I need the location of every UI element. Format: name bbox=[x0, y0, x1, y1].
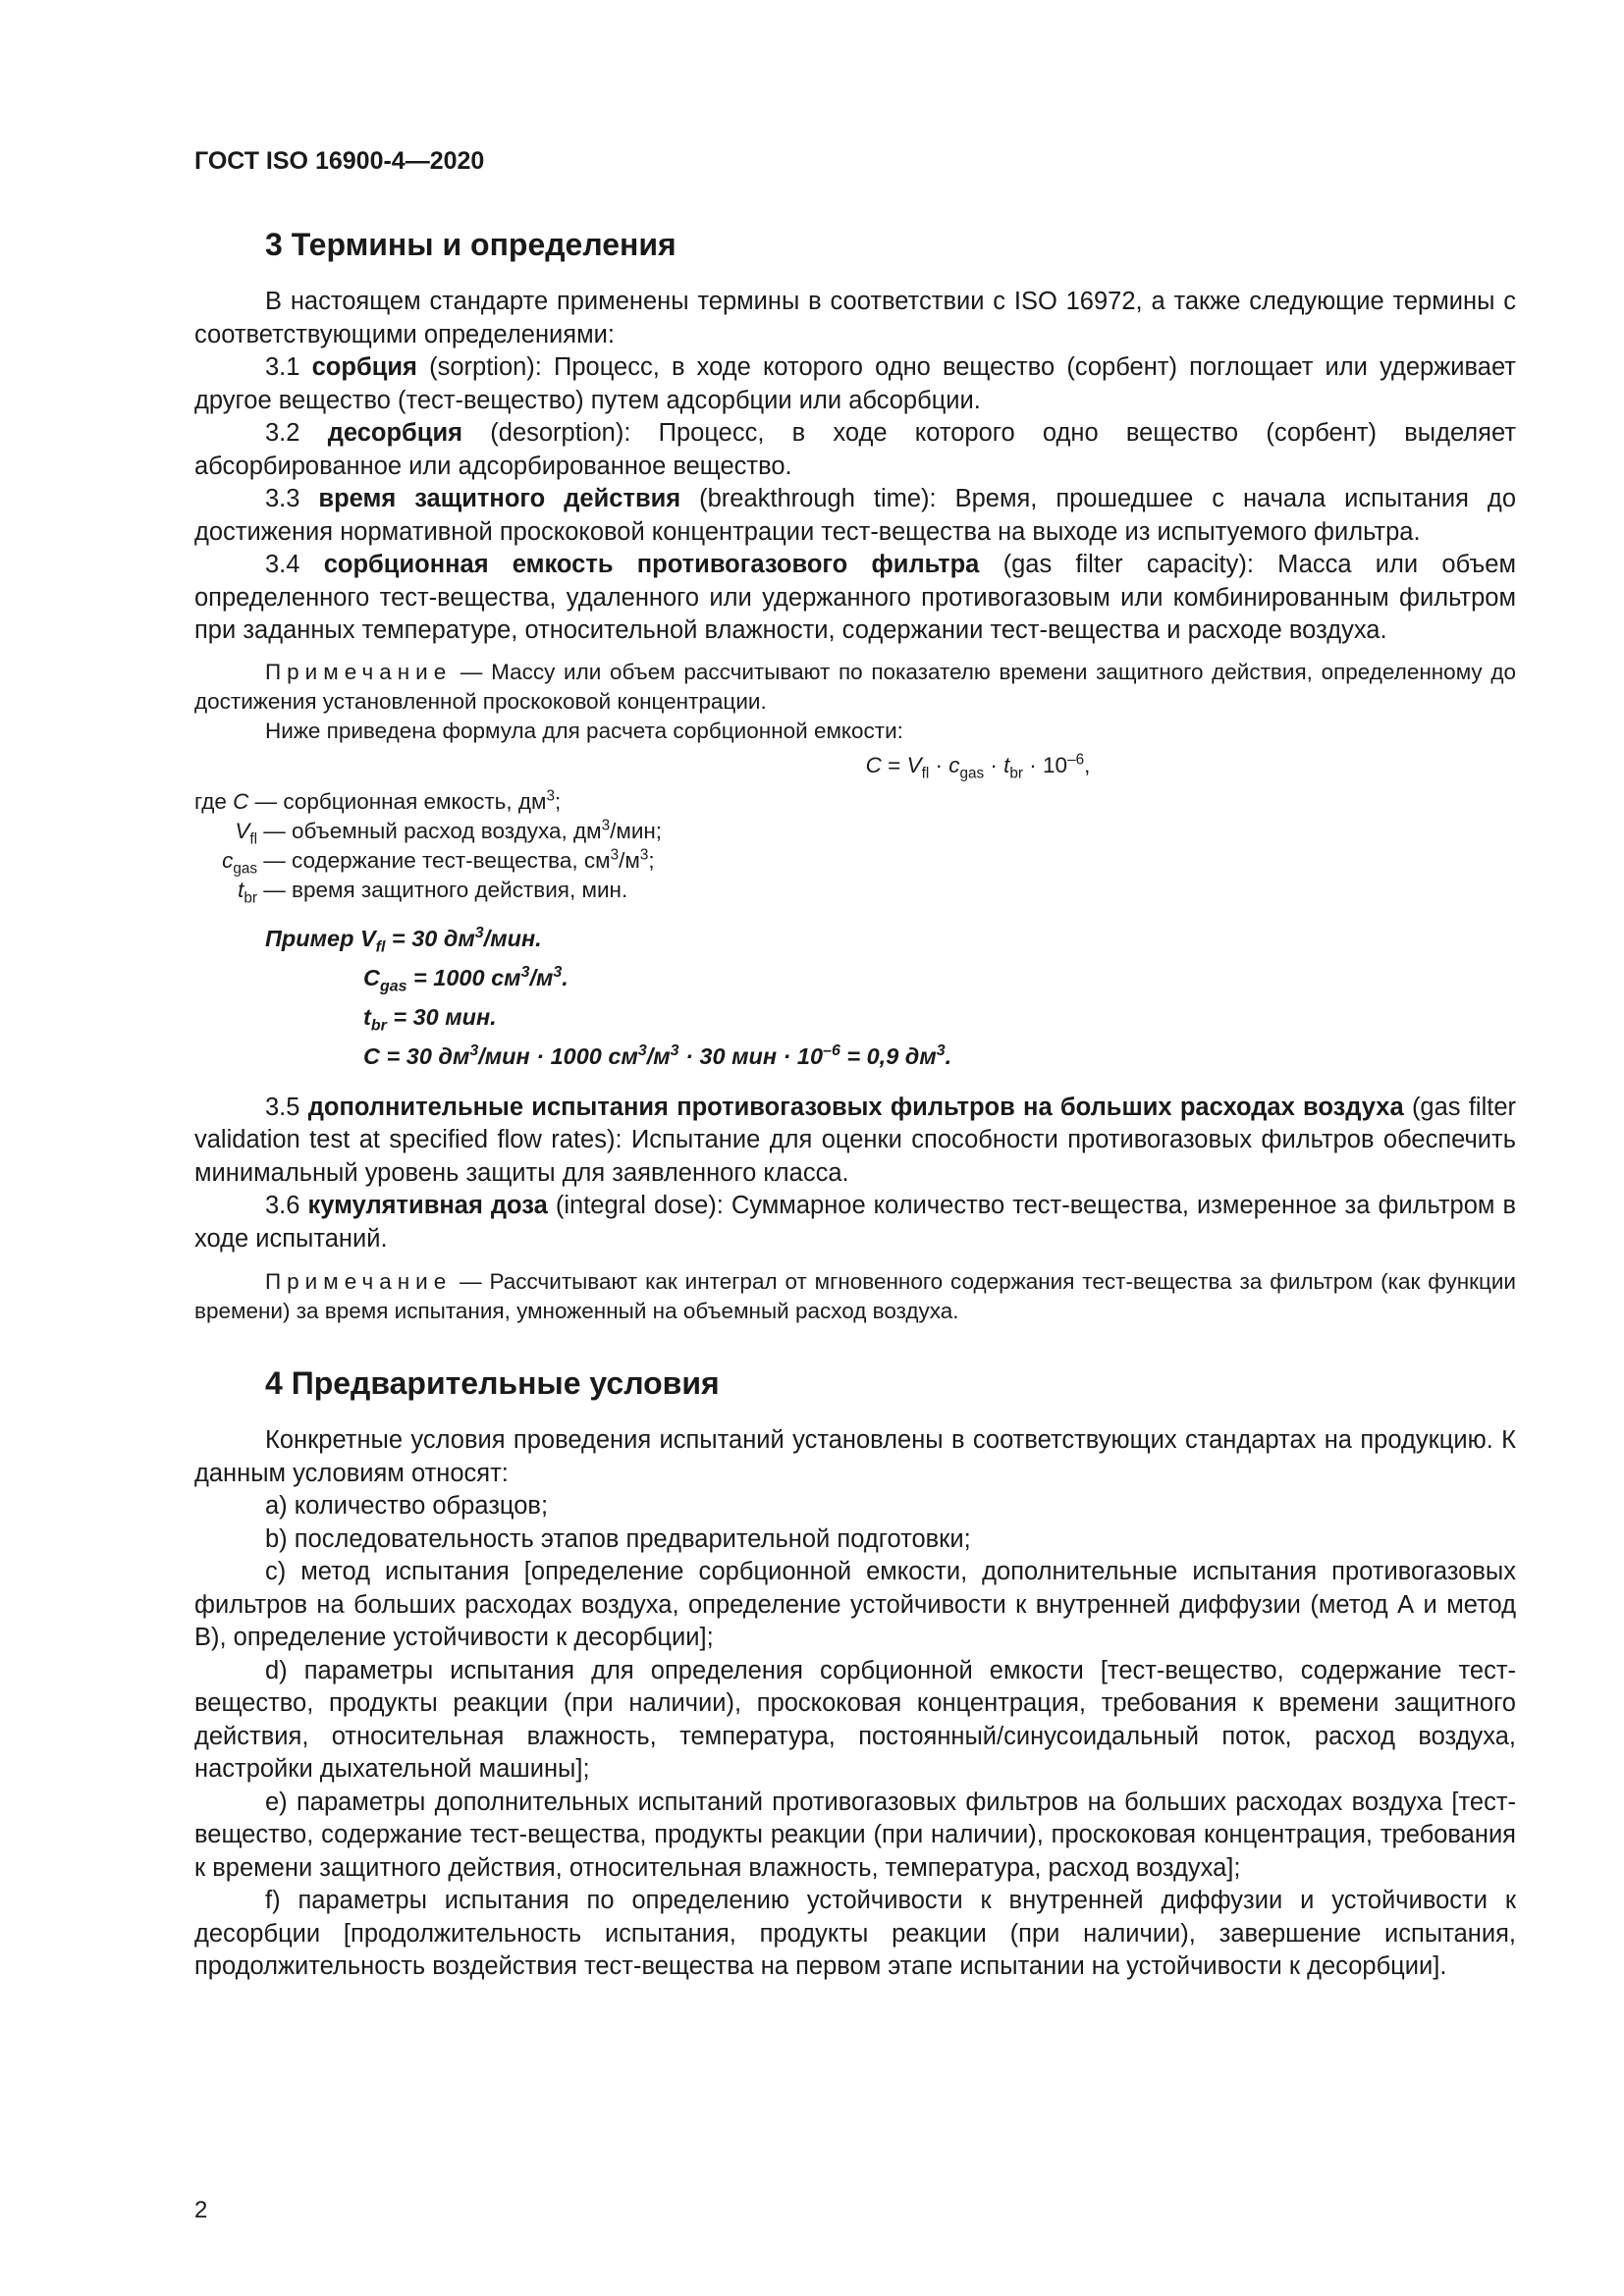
formula-op: , bbox=[1084, 752, 1091, 777]
term-definition: (breakthrough time): Время, прошедшее с начала испытания до достижения нормативной проскоковой концентрации тест-вещества на выходе из испытуемого фильтра. bbox=[194, 485, 1516, 546]
legend-text: — содержание тест-вещества, см bbox=[257, 847, 611, 873]
formula-sub: gas bbox=[959, 765, 985, 781]
example-symbol: C bbox=[363, 964, 380, 990]
document-page bbox=[194, 147, 1516, 1984]
example-value: = 1000 см bbox=[406, 964, 521, 990]
example-sub: br bbox=[370, 1017, 387, 1035]
term-number: 3.4 bbox=[265, 551, 324, 578]
term-name: десорбция bbox=[327, 419, 463, 447]
example-line-3 bbox=[194, 997, 1516, 1037]
term-definition: (integral dose): Суммарное количество тест-вещества, измеренное за фильтром в ходе испытаний. bbox=[194, 1192, 1516, 1253]
example-label: Пример bbox=[265, 925, 354, 951]
term-3-2 bbox=[194, 417, 1516, 483]
legend-sup: 3 bbox=[610, 846, 620, 863]
page-number: 2 bbox=[194, 2197, 208, 2223]
list-item: d) параметры испытания для определения сорбционной емкости [тест-вещество, содержание тест-вещество, продукты реакции (при наличии), проскоковая концентрация, требования к времени защитного действия, относительная влажность, температура, постоянный/синусоидальный поток, расход воздуха, настройки дыхательной машины]; bbox=[194, 1656, 1516, 1783]
legend-symbol: C bbox=[233, 788, 249, 814]
example-symbol: t bbox=[363, 1003, 371, 1030]
formula-number: 10 bbox=[1043, 752, 1068, 777]
term-3-1 bbox=[194, 351, 1516, 417]
term-definition: (desorption): Процесс, в ходе которого одно вещество (сорбент) выделяет абсорбированное или адсорбированное вещество. bbox=[194, 419, 1516, 480]
section-3-intro: В настоящем стандарте применены термины в соответствии с ISO 16972, а также следующие термины с соответствующими определениями: bbox=[194, 288, 1516, 348]
legend-symbol: V bbox=[235, 818, 250, 843]
example-part: /мин · 1000 см bbox=[478, 1042, 638, 1069]
legend-text: — сорбционная емкость, дм bbox=[248, 788, 547, 814]
example-tail: /мин. bbox=[483, 925, 542, 951]
example-part: = 0,9 дм bbox=[839, 1042, 937, 1069]
formula-op: = bbox=[881, 752, 907, 777]
legend-sup: 3 bbox=[601, 817, 611, 833]
legend-sup: 3 bbox=[546, 787, 556, 804]
example-line-4 bbox=[194, 1037, 1516, 1076]
formula-symbol: c bbox=[948, 752, 960, 777]
note-1 bbox=[194, 658, 1516, 717]
legend-prefix: где bbox=[194, 788, 234, 814]
legend-row bbox=[194, 787, 1516, 817]
example-sup: 3 bbox=[469, 1041, 479, 1059]
example-sup: –6 bbox=[823, 1041, 840, 1059]
term-3-6 bbox=[194, 1190, 1516, 1255]
note-label: Примечание bbox=[265, 1269, 453, 1294]
term-definition: (sorption): Процесс, в ходе которого одно вещество (сорбент) поглощает или удерживает другое вещество (тест-вещество) путем адсорбции или абсорбции. bbox=[194, 353, 1516, 414]
note-label: Примечание bbox=[265, 659, 453, 684]
formula-legend bbox=[194, 787, 1516, 905]
example-block bbox=[194, 919, 1516, 1076]
example-sup: 3 bbox=[474, 924, 484, 941]
term-3-4 bbox=[194, 549, 1516, 648]
term-3-5 bbox=[194, 1092, 1516, 1191]
legend-sub: gas bbox=[233, 860, 257, 877]
example-tail: . bbox=[562, 964, 568, 990]
legend-symbol: t bbox=[238, 877, 244, 902]
example-value: = 30 мин. bbox=[386, 1003, 497, 1030]
term-name: сорбционная емкость противогазового фильтра bbox=[323, 551, 980, 578]
list-item: f) параметры испытания по определению устойчивости к внутренней диффузии и устойчивости к десорбции [продолжительность испытания, продукты реакции (при наличии), завершение испытания, продолжительность воздействия тест-вещества на первом этапе испытании на устойчивости к десорбции]. bbox=[194, 1887, 1516, 1980]
example-part: /м bbox=[646, 1042, 671, 1069]
term-name: дополнительные испытания противогазовых фильтров на больших расходах воздуха bbox=[307, 1093, 1404, 1121]
formula-intro: Ниже приведена формула для расчета сорбционной емкости: bbox=[265, 718, 903, 743]
note-2 bbox=[194, 1267, 1516, 1326]
legend-tail: ; bbox=[648, 847, 655, 873]
example-part: · 30 мин · 10 bbox=[678, 1042, 824, 1069]
term-number: 3.2 bbox=[265, 419, 328, 447]
term-name: время защитного действия bbox=[318, 485, 681, 512]
example-part: C = 30 дм bbox=[363, 1042, 470, 1069]
example-sup: 3 bbox=[670, 1041, 679, 1059]
term-name: кумулятивная доза bbox=[307, 1192, 548, 1219]
formula-op: · bbox=[1023, 752, 1044, 777]
example-tail: /м bbox=[529, 964, 554, 990]
note-text: — Рассчитывают как интеграл от мгновенного содержания тест-вещества за фильтром (как функции времени) за время испытания, умноженный на объемный расход воздуха. bbox=[194, 1269, 1516, 1323]
term-definition: (gas filter validation test at specified flow rates): Испытание для оценки способности противогазовых фильтров обеспечить минимальный уровень защиты для заявленного класса. bbox=[194, 1093, 1516, 1187]
example-part: . bbox=[945, 1042, 952, 1069]
list-item: e) параметры дополнительных испытаний противогазовых фильтров на больших расходах воздуха [тест-вещество, содержание тест-вещества, продукты реакции (при наличии), проскоковая концентрация, требования к времени защитного действия, относительная влажность, температура, расход воздуха]; bbox=[194, 1788, 1516, 1882]
example-sup: 3 bbox=[553, 963, 563, 981]
example-line-1 bbox=[194, 919, 1516, 958]
legend-sub: fl bbox=[249, 830, 257, 847]
term-name: сорбция bbox=[311, 353, 417, 381]
formula-op: · bbox=[984, 752, 1004, 777]
term-number: 3.1 bbox=[265, 353, 312, 381]
list-item: c) метод испытания [определение сорбционной емкости, дополнительные испытания противогазовых фильтров на больших расходах воздуха, определение устойчивости к внутренней диффузии (метод А и метод В), определение устойчивости к десорбции]; bbox=[194, 1558, 1516, 1651]
legend-text: — время защитного действия, мин. bbox=[257, 877, 628, 902]
section-3-title: 3 Термины и определения bbox=[265, 227, 677, 262]
term-definition: (gas filter capacity): Масса или объем определенного тест-вещества, удаленного или удержанного противогазовым или комбинированным фильтром при заданных температуре, относительной влажности, содержании тест-вещества и расходе воздуха. bbox=[194, 551, 1516, 644]
standard-header: ГОСТ ISO 16900-4—2020 bbox=[194, 147, 485, 175]
term-3-3 bbox=[194, 483, 1516, 549]
list-item: а) количество образцов; bbox=[265, 1492, 549, 1520]
term-number: 3.3 bbox=[265, 485, 319, 512]
example-sup: 3 bbox=[637, 1041, 647, 1059]
legend-tail: ; bbox=[555, 788, 562, 814]
note-text: — Массу или объем рассчитывают по показателю времени защитного действия, определенному до достижения установленной проскоковой концентрации. bbox=[194, 659, 1516, 714]
legend-symbol: c bbox=[222, 847, 234, 873]
legend-sup: 3 bbox=[639, 846, 649, 863]
legend-row bbox=[194, 817, 1516, 846]
formula-symbol: t bbox=[1003, 752, 1010, 777]
term-number: 3.6 bbox=[265, 1192, 308, 1219]
example-symbol: V bbox=[359, 925, 376, 951]
section-4-title: 4 Предварительные условия bbox=[265, 1365, 720, 1401]
legend-row bbox=[194, 846, 1516, 876]
example-sup: 3 bbox=[520, 963, 530, 981]
list-item: b) последовательность этапов предварительной подготовки; bbox=[265, 1524, 971, 1553]
example-value: = 30 дм bbox=[385, 925, 475, 951]
formula-sub: br bbox=[1009, 765, 1024, 781]
legend-tail: /мин; bbox=[610, 818, 663, 843]
section-4-intro: Конкретные условия проведения испытаний установлены в соответствующих стандартах на продукцию. К данным условиям относят: bbox=[194, 1426, 1516, 1487]
formula-symbol: C bbox=[865, 752, 882, 777]
legend-row bbox=[194, 876, 1516, 905]
legend-sub: br bbox=[244, 889, 257, 906]
example-line-2 bbox=[194, 958, 1516, 997]
term-number: 3.5 bbox=[265, 1093, 308, 1121]
formula-op: · bbox=[929, 752, 949, 777]
formula-symbol: V bbox=[906, 752, 922, 777]
legend-text: — объемный расход воздуха, дм bbox=[257, 818, 602, 843]
capacity-formula bbox=[194, 750, 1516, 781]
example-sub: gas bbox=[379, 978, 407, 995]
formula-sub: fl bbox=[921, 765, 930, 781]
example-sup: 3 bbox=[936, 1041, 946, 1059]
formula-exponent: –6 bbox=[1067, 751, 1085, 768]
example-sub: fl bbox=[375, 938, 386, 956]
legend-tail: /м bbox=[619, 847, 640, 873]
